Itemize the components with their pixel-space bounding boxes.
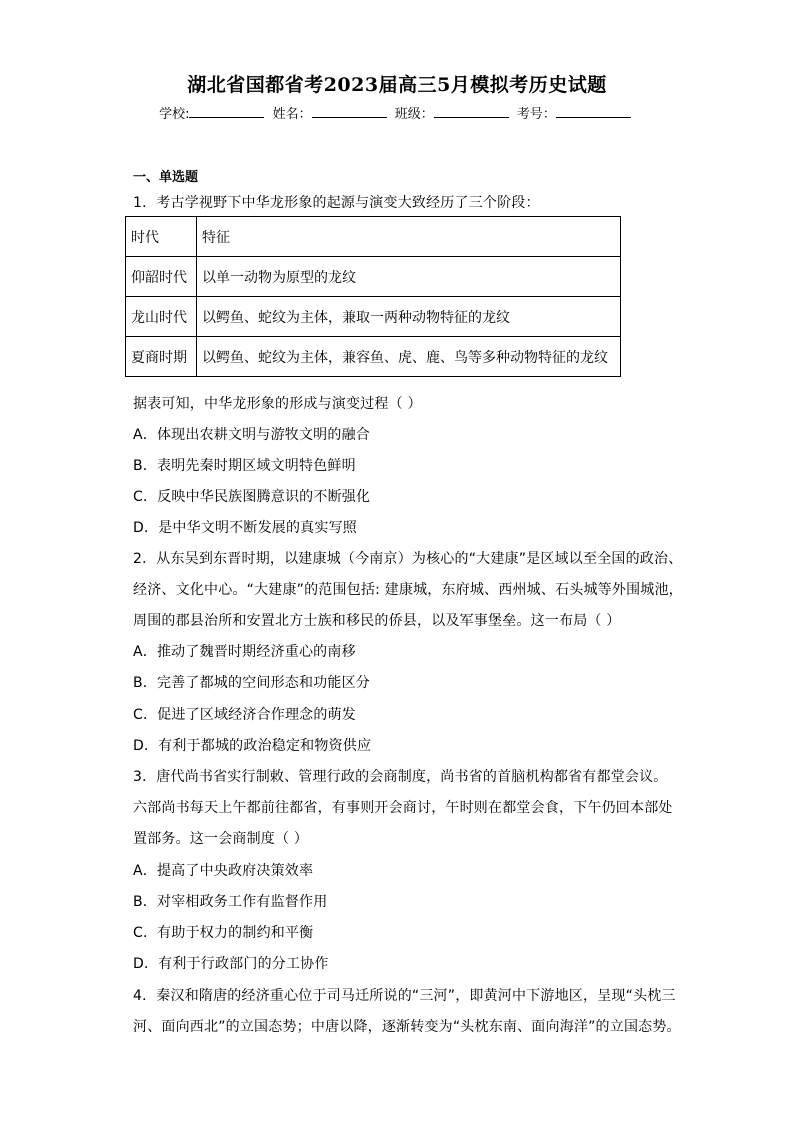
q2-option-b: B．完善了都城的空间形态和功能区分 bbox=[133, 675, 371, 691]
q2-option-d: D．有利于都城的政治稳定和物资供应 bbox=[133, 738, 372, 754]
name-label: 姓名： bbox=[272, 107, 312, 122]
student-info-row bbox=[0, 103, 794, 122]
q3-option-c: C．有助于权力的制约和平衡 bbox=[133, 925, 314, 941]
table-cell: 以鳄鱼、蛇纹为主体，兼取一两种动物特征的龙纹 bbox=[197, 297, 621, 337]
q1-option-d: D．是中华文明不断发展的真实写照 bbox=[133, 520, 357, 536]
table-cell: 龙山时代 bbox=[126, 297, 197, 337]
table-cell: 夏商时期 bbox=[126, 337, 197, 377]
table-cell: 以单一动物为原型的龙纹 bbox=[197, 257, 621, 297]
table-row bbox=[126, 337, 621, 377]
table-cell: 以鳄鱼、蛇纹为主体，兼容鱼、虎、鹿、鸟等多种动物特征的龙纹 bbox=[197, 337, 621, 377]
q1-option-c: C．反映中华民族图腾意识的不断强化 bbox=[133, 489, 371, 505]
page-title: 湖北省国都省考2023届高三5月模拟考历史试题 bbox=[187, 74, 607, 96]
name-blank bbox=[312, 105, 387, 118]
q1-table bbox=[125, 216, 621, 377]
section-title: 一、单选题 bbox=[133, 170, 199, 185]
class-blank bbox=[434, 105, 509, 118]
exam-number-label: 考号： bbox=[516, 107, 556, 122]
table-cell: 仰韶时代 bbox=[126, 257, 197, 297]
q2-option-a: A．推动了魏晋时期经济重心的南移 bbox=[133, 644, 356, 660]
q1-option-b: B．表明先秦时期区域文明特色鲜明 bbox=[133, 458, 356, 474]
class-label: 班级： bbox=[394, 107, 434, 122]
table-row bbox=[126, 297, 621, 337]
q3-line-2: 六部尚书每天上午都前往都省，有事则开会商讨，午时则在都堂会食，下午仍回本部处 bbox=[133, 800, 673, 816]
q3-line-3: 置部务。这一会商制度（ ） bbox=[133, 831, 309, 847]
school-blank bbox=[189, 105, 264, 118]
table-header-cell: 特征 bbox=[197, 217, 621, 257]
q4-line-1: 4．秦汉和隋唐的经济重心位于司马迁所说的“三河”，即黄河中下游地区，呈现“头枕三 bbox=[133, 988, 676, 1004]
q1-stem: 1．考古学视野下中华龙形象的起源与演变大致经历了三个阶段： bbox=[133, 195, 540, 211]
q2-line-1: 2．从东吴到东晋时期，以建康城（今南京）为核心的“大建康”是区域以至全国的政治、 bbox=[133, 551, 683, 567]
q2-option-c: C．促进了区域经济合作理念的萌发 bbox=[133, 707, 356, 723]
q3-option-d: D．有利于行政部门的分工协作 bbox=[133, 956, 329, 972]
q2-line-3: 周围的郡县治所和安置北方士族和移民的侨县，以及军事堡垒。这一布局（ ） bbox=[133, 613, 621, 629]
q3-option-a: A．提高了中央政府决策效率 bbox=[133, 863, 314, 879]
q1-question: 据表可知，中华龙形象的形成与演变过程（ ） bbox=[133, 396, 422, 412]
table-row bbox=[126, 257, 621, 297]
q3-line-1: 3．唐代尚书省实行制敕、管理行政的会商制度，尚书省的首脑机构都省有都堂会议。 bbox=[133, 769, 668, 785]
exam-number-blank bbox=[556, 105, 631, 118]
q2-line-2: 经济、文化中心。“大建康”的范围包括: 建康城，东府城、西州城、石头城等外围城池， bbox=[133, 582, 683, 598]
school-label: 学校: bbox=[159, 107, 190, 122]
q3-option-b: B．对宰相政务工作有监督作用 bbox=[133, 894, 328, 910]
table-header-cell: 时代 bbox=[126, 217, 197, 257]
q4-line-2: 河、面向西北”的立国态势；中唐以降，逐渐转变为“头枕东南、面向海洋”的立国态势。 bbox=[133, 1019, 681, 1035]
table-header-row bbox=[126, 217, 621, 257]
q1-option-a: A．体现出农耕文明与游牧文明的融合 bbox=[133, 427, 370, 443]
